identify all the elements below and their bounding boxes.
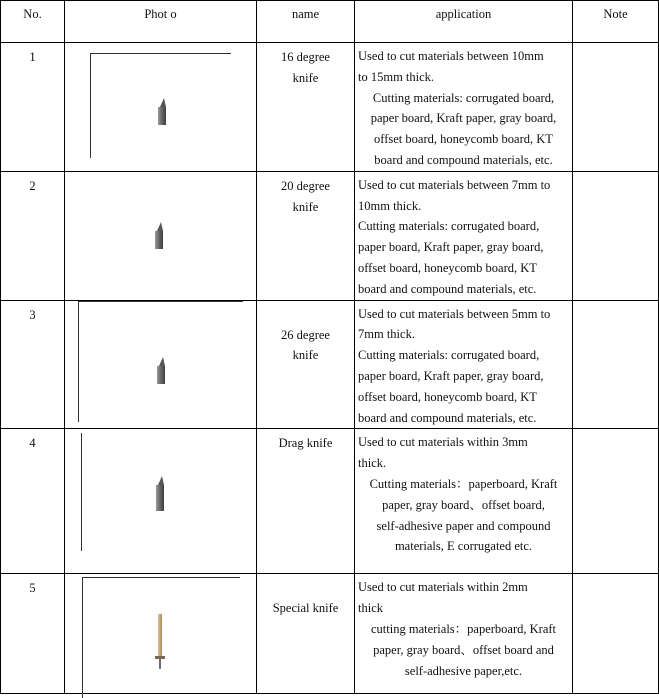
header-row [1, 1, 659, 43]
table-row [1, 429, 659, 574]
knife-name: 16 degree knife [257, 43, 355, 172]
knife-26-degree-image [157, 357, 165, 384]
header-note: Note [573, 1, 659, 43]
table-row [1, 43, 659, 172]
note-cell [573, 300, 659, 429]
header-name: name [257, 1, 355, 43]
row-number: 2 [1, 171, 65, 300]
photo-cell [65, 429, 257, 574]
note-cell [573, 171, 659, 300]
photo-cell [65, 171, 257, 300]
note-cell [573, 574, 659, 694]
application-text: Used to cut materials within 2mm thick cutting materials：paperboard, Kraft paper, gray board、offset board and self-adhesive paper,etc. [355, 574, 573, 694]
photo-cell [65, 43, 257, 172]
application-text: Used to cut materials between 5mm to 7mm thick. Cutting materials: corrugated board, paper board, Kraft paper, gray board, offset board, honeycomb board, KT board and compound materials, etc. [355, 300, 573, 429]
knife-name: 20 degree knife [257, 171, 355, 300]
header-no: No. [1, 1, 65, 43]
header-application: application [355, 1, 573, 43]
application-text: Used to cut materials between 7mm to 10mm thick. Cutting materials: corrugated board, paper board, Kraft paper, gray board, offset board, honeycomb board, KT board and compound materials, etc. [355, 171, 573, 300]
row-number: 4 [1, 429, 65, 574]
header-photo: Phot o [65, 1, 257, 43]
row-number: 5 [1, 574, 65, 694]
row-number: 3 [1, 300, 65, 429]
photo-frame [81, 433, 83, 551]
row-number: 1 [1, 43, 65, 172]
knife-20-degree-image [155, 222, 163, 249]
table-row [1, 300, 659, 429]
knife-name: Special knife [257, 574, 355, 694]
photo-cell [65, 574, 257, 694]
note-cell [573, 429, 659, 574]
table-row [1, 171, 659, 300]
drag-knife-image [156, 476, 164, 511]
table-row [1, 574, 659, 694]
knife-16-degree-image [158, 98, 166, 125]
application-text: Used to cut materials between 10mm to 15mm thick. Cutting materials: corrugated board, paper board, Kraft paper, gray board, offset board, honeycomb board, KT board and compound materials, etc. [355, 43, 573, 172]
knife-name: 26 degree knife [257, 300, 355, 429]
special-knife-image [155, 614, 165, 669]
application-text: Used to cut materials within 3mm thick. Cutting materials：paperboard, Kraft paper, gray board、offset board, self-adhesive paper and compound materials, E corrugated etc. [355, 429, 573, 574]
photo-cell [65, 300, 257, 429]
knife-name: Drag knife [257, 429, 355, 574]
note-cell [573, 43, 659, 172]
